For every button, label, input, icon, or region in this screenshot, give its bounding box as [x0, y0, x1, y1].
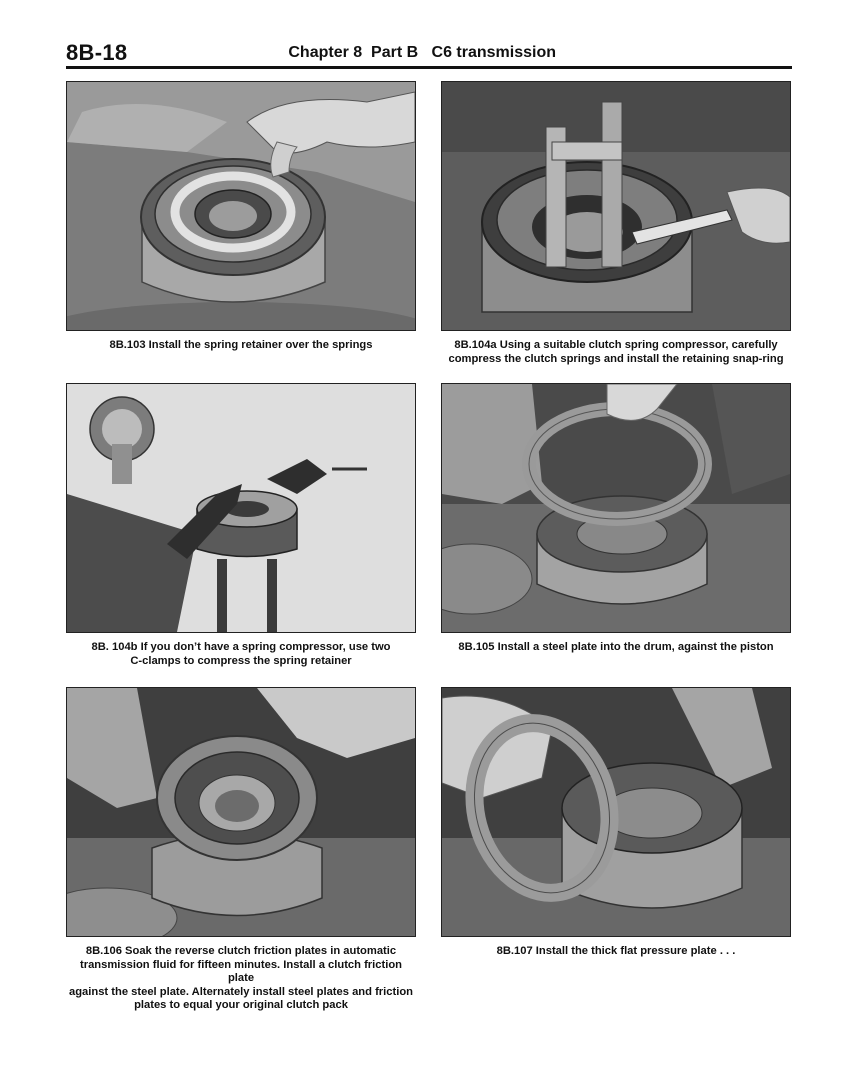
figure-caption — [66, 641, 416, 668]
photo-friction-plate — [66, 687, 416, 937]
figure-8b-105 — [441, 383, 791, 655]
caption-line: plates to equal your original clutch pack — [134, 999, 348, 1011]
figure-8b-103 — [66, 81, 416, 353]
caption-line: compress the clutch springs and install the retaining snap-ring — [448, 352, 784, 365]
caption-line: 8B. 104b If you don’t have a spring compressor, use two — [91, 641, 391, 653]
figure-caption: 8B.103 Install the spring retainer over the springs — [109, 339, 373, 351]
photo-c-clamps — [66, 383, 416, 633]
figure-caption — [441, 339, 791, 366]
figure-8b-107 — [441, 687, 791, 959]
photo-steel-plate — [441, 383, 791, 633]
caption-line: transmission fluid for fifteen minutes. Install a clutch friction plate — [80, 958, 402, 984]
caption-line: 8B.106 Soak the reverse clutch friction plates in automatic — [85, 945, 397, 957]
photo-spring-retainer — [66, 81, 416, 331]
figure-caption: 8B.105 Install a steel plate into the drum, against the piston — [458, 641, 774, 653]
caption-line: C-clamps to compress the spring retainer — [130, 654, 352, 667]
page-number: 8B-18 — [66, 40, 128, 65]
caption-line: 8B.104a Using a suitable clutch spring compressor, carefully — [454, 339, 778, 351]
running-title: Chapter 8 Part B C6 transmission — [288, 44, 556, 61]
photo-clutch-spring-compressor — [441, 81, 791, 331]
figure-8b-106 — [66, 687, 416, 1013]
page-header — [66, 38, 792, 68]
figure-caption — [66, 945, 416, 1013]
header-rule — [66, 66, 792, 69]
figure-8b-104a — [441, 81, 791, 366]
figure-caption: 8B.107 Install the thick flat pressure plate . . . — [496, 945, 736, 957]
photo-pressure-plate — [441, 687, 791, 937]
figure-8b-104b — [66, 383, 416, 668]
caption-line: against the steel plate. Alternately install steel plates and friction — [68, 985, 413, 998]
